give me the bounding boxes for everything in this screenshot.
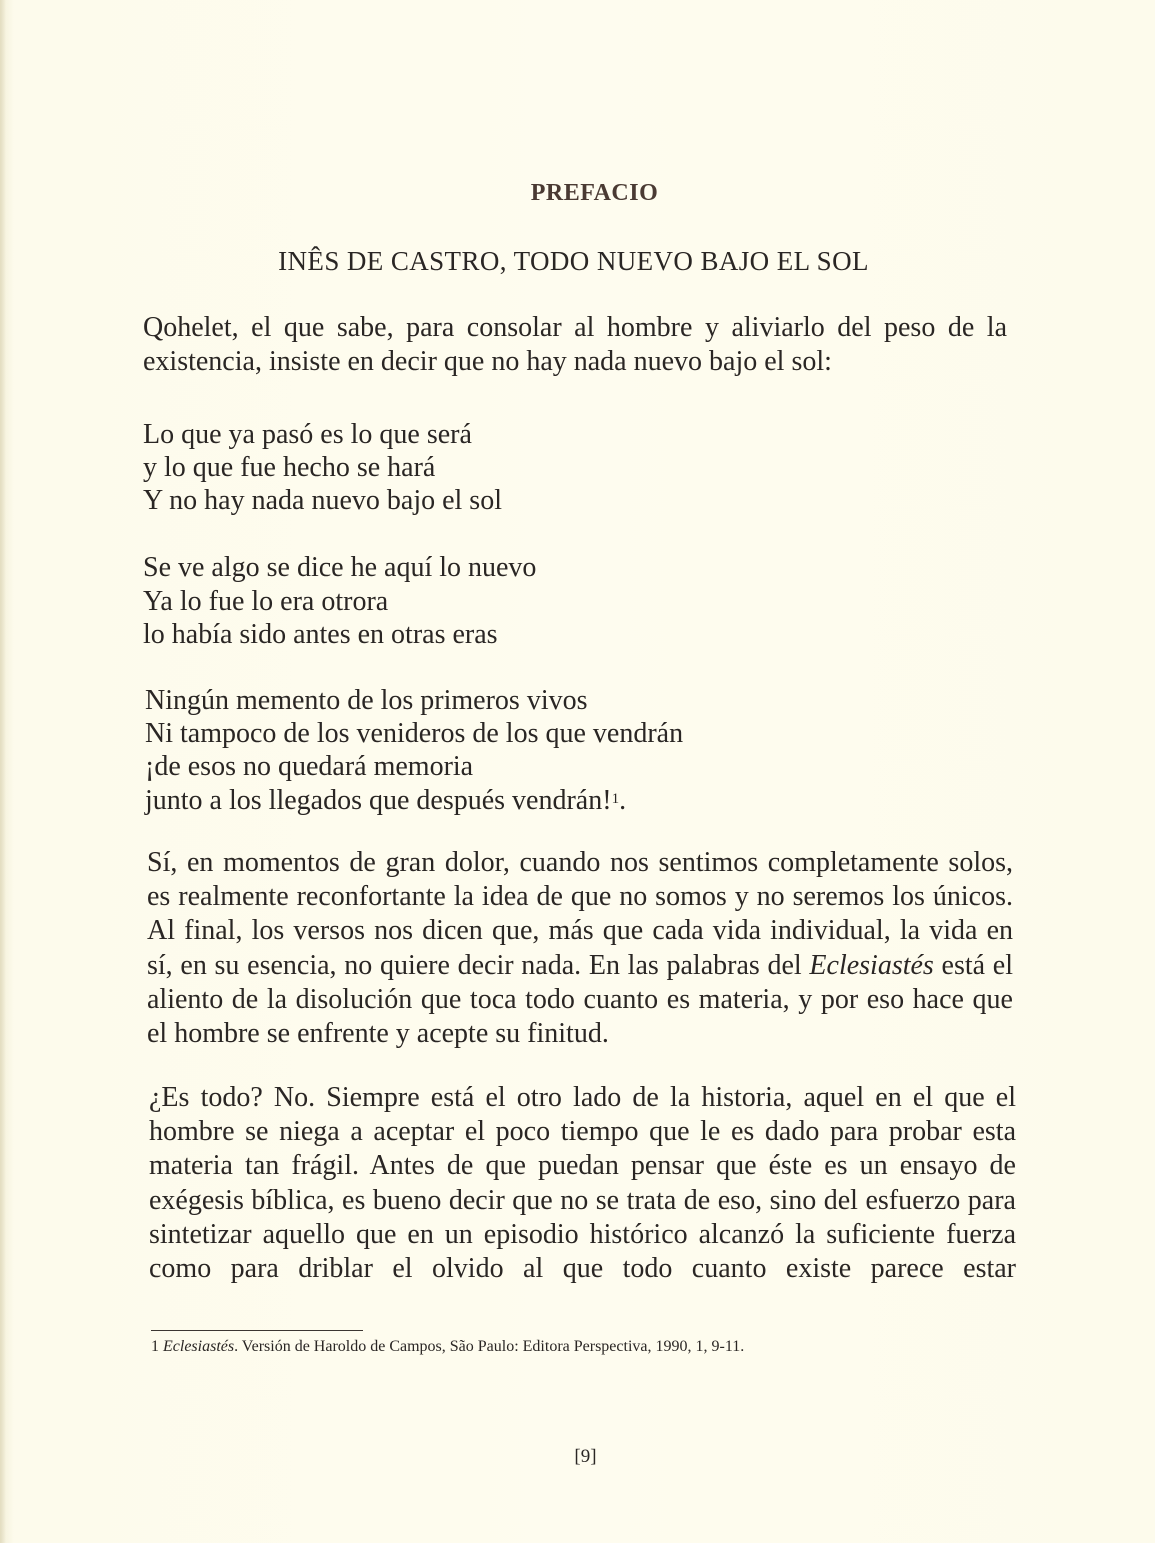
paragraph-text: está el aliento de la disolución que toca todo cuanto es materia, y por eso hace que el hombre se enfrente y acepte su finitud.	[147, 949, 1013, 1050]
footnote-text: . Versión de Haroldo de Campos, São Paulo: Editora Perspectiva, 1990, 1, 9-11.	[234, 1338, 745, 1355]
page-edge-shadow	[0, 0, 6, 1543]
footnote-divider	[151, 1330, 363, 1331]
verse-line: lo había sido antes en otras eras	[143, 619, 498, 650]
paragraph-text: Sí, en momentos de gran dolor, cuando nos sentimos completamente solos, es realmente reconfortante la idea de que no somos y no seremos los únicos. Al final, los versos nos dicen que, más que cada vida individual, la vida en sí, en su esencia, no quiere decir nada. En las palabras del	[147, 847, 1013, 981]
paragraph-reflection	[147, 846, 1013, 1051]
footnote-title: Eclesiastés	[163, 1338, 235, 1355]
verse-line: Se ve algo se dice he aquí lo nuevo	[143, 552, 537, 583]
verse-line: Lo que ya pasó es lo que será	[143, 419, 472, 450]
page-number: [9]	[574, 1446, 597, 1467]
verse-line: Y no hay nada nuevo bajo el sol	[143, 485, 502, 516]
verse-line: Ni tampoco de los venideros de los que vendrán	[145, 718, 684, 749]
verse-end-period: .	[619, 785, 627, 816]
verse-line: y lo que fue hecho se hará	[143, 452, 436, 483]
verse-line: Ya lo fue lo era otrora	[143, 586, 389, 617]
paragraph-intro: Qohelet, el que sabe, para consolar al hombre y aliviarlo del peso de la existencia, insiste en decir que no hay nada nuevo bajo el sol:	[143, 312, 1007, 378]
chapter-title: INÊS DE CASTRO, TODO NUEVO BAJO EL SOL	[278, 246, 869, 276]
footnote-number: 1	[151, 1338, 159, 1355]
verse-line-last	[145, 784, 626, 818]
paragraph-continuation: ¿Es todo? No. Siempre está el otro lado de la historia, aquel en el que el hombre se niega a aceptar el poco tiempo que le es dado para probar esta materia tan frágil. Antes de que puedan pensar que éste es un ensayo de exégesis bíblica, es bueno decir que no se trata de eso, sino del esfuerzo para sintetizar aquello que en un episodio histórico alcanzó la suficiente fuerza como para driblar el olvido al que todo cuanto existe parece estar	[149, 1082, 1016, 1285]
verse-line: ¡de esos no quedará memoria	[145, 751, 474, 782]
verse-line: Ningún memento de los primeros vivos	[145, 685, 588, 716]
book-title-italic: Eclesiastés	[809, 949, 934, 981]
footnote-reference[interactable]: 1	[611, 791, 620, 807]
verse-text: junto a los llegados que después vendrán!	[145, 785, 612, 816]
page-heading: PREFACIO	[530, 180, 659, 206]
footnote	[151, 1338, 744, 1356]
